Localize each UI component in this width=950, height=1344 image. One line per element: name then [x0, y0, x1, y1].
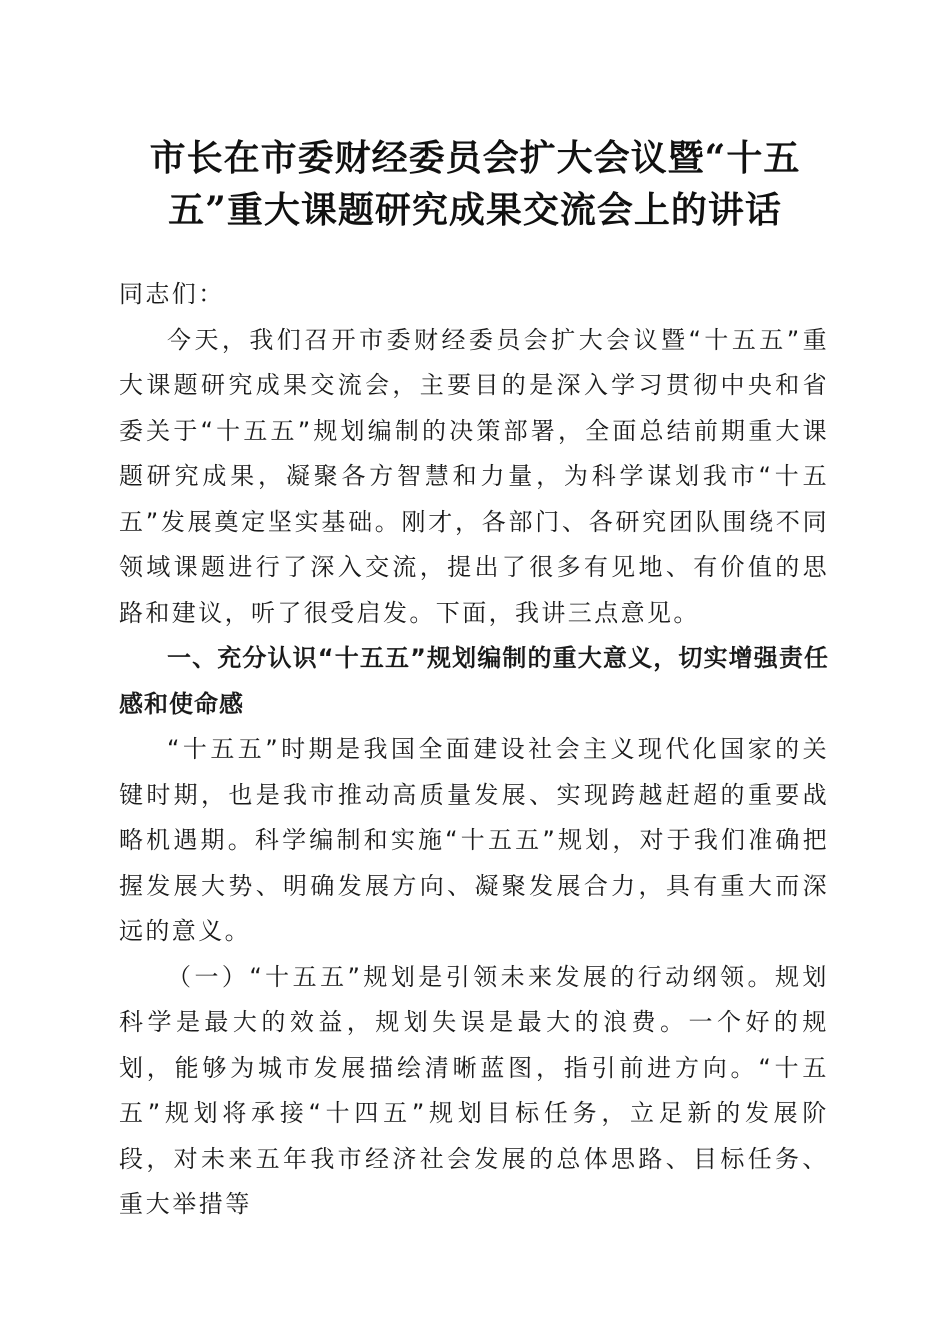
- paragraph-intro: 今天，我们召开市委财经委员会扩大会议暨“十五五”重大课题研究成果交流会，主要目的是深入学习贯彻中央和省委关于“十五五”规划编制的决策部署，全面总结前期重大课题研究成果，凝聚各方智慧和力量，为科学谋划我市“十五五”发展奠定坚实基础。刚才，各部门、各研究团队围绕不同领域课题进行了深入交流，提出了很多有见地、有价值的思路和建议，听了很受启发。下面，我讲三点意见。: [119, 325, 829, 627]
- title-line-1: 市长在市委财经委员会扩大会议暨“十五: [149, 137, 801, 179]
- document-body: [119, 272, 829, 1228]
- document-title: [110, 132, 840, 236]
- paragraph-significance: “十五五”时期是我国全面建设社会主义现代化国家的关键时期，也是我市推动高质量发展、实现跨越赶超的重要战略机遇期。科学编制和实施“十五五”规划，对于我们准确把握发展大势、明确发展方向、凝聚发展合力，具有重大而深远的意义。: [119, 735, 829, 945]
- section-heading-1: 一、充分认识“十五五”规划编制的重大意义，切实增强责任感和使命感: [119, 644, 829, 718]
- title-line-2: 五”重大课题研究成果交流会上的讲话: [168, 189, 782, 231]
- salutation: 同志们：: [119, 280, 225, 308]
- paragraph-subsection-1: （一）“十五五”规划是引领未来发展的行动纲领。规划科学是最大的效益，规划失误是最大的浪费。一个好的规划，能够为城市发展描绘清晰蓝图，指引前进方向。“十五五”规划将承接“十四五”规划目标任务，立足新的发展阶段，对未来五年我市经济社会发展的总体思路、目标任务、重大举措等: [119, 962, 829, 1218]
